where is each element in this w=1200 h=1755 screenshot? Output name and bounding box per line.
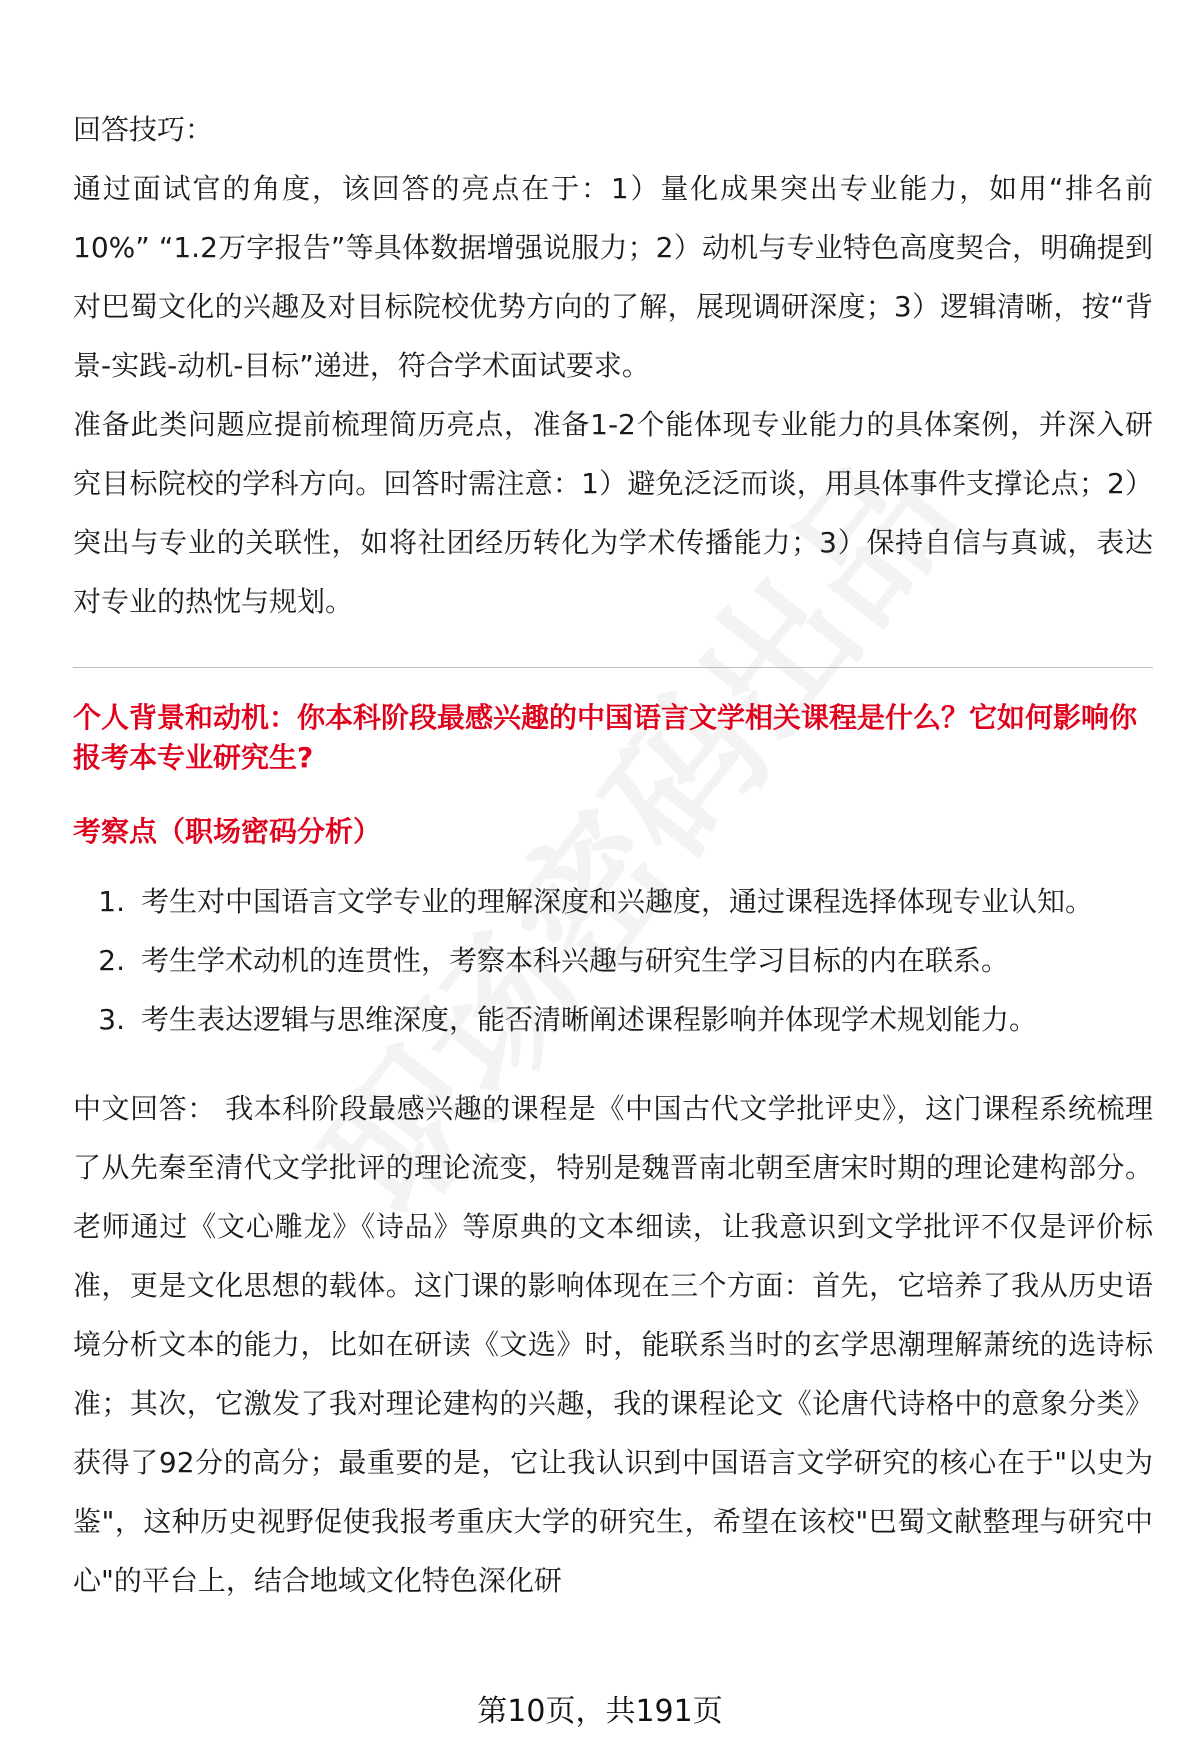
focus-heading: 考察点（职场密码分析） bbox=[73, 815, 382, 848]
page-number: 第10页，共191页 bbox=[477, 1694, 723, 1729]
question-title: 个人背景和动机：你本科阶段最感兴趣的中国语言文学相关课程是什么？它如何影响你报考本专业研究生? bbox=[73, 701, 1138, 774]
focus-point bbox=[73, 872, 1153, 931]
page-content bbox=[73, 100, 1153, 1610]
tips-heading: 回答技巧： bbox=[73, 113, 214, 146]
section-divider bbox=[73, 667, 1153, 668]
focus-point-text: 考生学术动机的连贯性，考察本科兴趣与研究生学习目标的内在联系。 bbox=[141, 944, 1010, 977]
answer-paragraph: 中文回答： 我本科阶段最感兴趣的课程是《中国古代文学批评史》，这门课程系统梳理了从先秦至清代文学批评的理论流变，特别是魏晋南北朝至唐宋时期的理论建构部分。老师通过《文心雕龙》《诗品》等原典的文本细读，让我意识到文学批评不仅是评价标准，更是文化思想的载体。这门课的影响体现在三个方面：首先，它培养了我从历史语境分析文本的能力，比如在研读《文选》时，能联系当时的玄学思潮理解萧统的选诗标准；其次，它激发了我对理论建构的兴趣，我的课程论文《论唐代诗格中的意象分类》获得了92分的高分；最重要的是，它让我认识到中国语言文学研究的核心在于"以史为鉴"，这种历史视野促使我报考重庆大学的研究生，希望在该校"巴蜀文献整理与研究中心"的平台上，结合地域文化特色深化研 bbox=[73, 1092, 1153, 1597]
tips-paragraph-1: 通过面试官的角度，该回答的亮点在于：1）量化成果突出专业能力，如用“排名前10%” “1.2万字报告”等具体数据增强说服力；2）动机与专业特色高度契合，明确提到对巴蜀文化的兴趣及对目标院校优势方向的了解，展现调研深度；3）逻辑清晰，按“背景-实践-动机-目标”递进，符合学术面试要求。 bbox=[73, 172, 1153, 382]
tips-paragraph-2: 准备此类问题应提前梳理简历亮点，准备1-2个能体现专业能力的具体案例，并深入研究目标院校的学科方向。回答时需注意：1）避免泛泛而谈，用具体事件支撑论点；2）突出与专业的关联性，如将社团经历转化为学术传播能力；3）保持自信与真诚，表达对专业的热忱与规划。 bbox=[73, 408, 1153, 618]
focus-point-text: 考生表达逻辑与思维深度，能否清晰阐述课程影响并体现学术规划能力。 bbox=[141, 1003, 1038, 1036]
focus-point-number: 2. bbox=[98, 944, 125, 977]
focus-points-list bbox=[73, 872, 1153, 1049]
focus-point bbox=[73, 990, 1153, 1049]
focus-point-number: 3. bbox=[98, 1003, 125, 1036]
focus-point bbox=[73, 931, 1153, 990]
focus-point-number: 1. bbox=[98, 885, 125, 918]
focus-point-text: 考生对中国语言文学专业的理解深度和兴趣度，通过课程选择体现专业认知。 bbox=[141, 885, 1094, 918]
